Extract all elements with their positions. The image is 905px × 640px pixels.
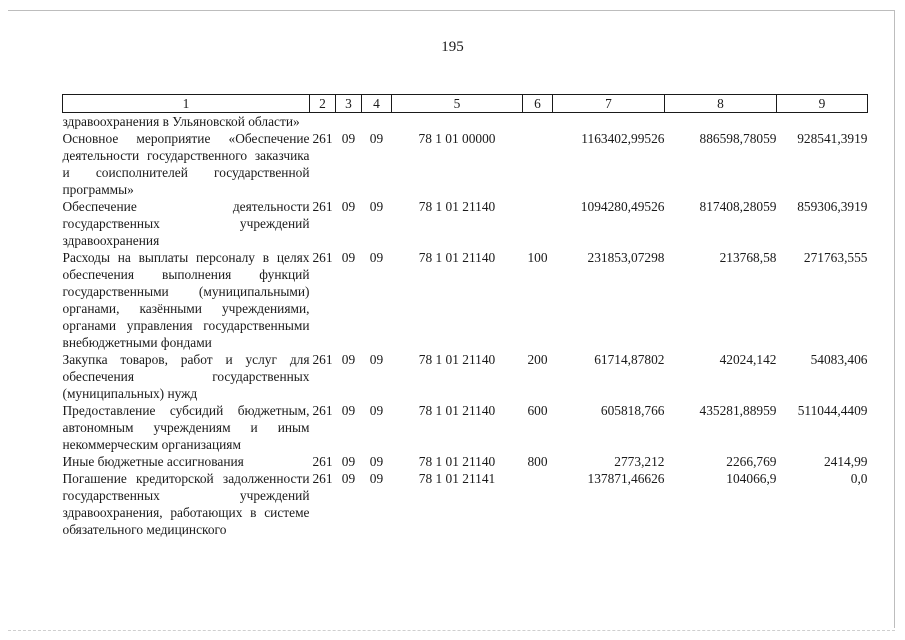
row-col-2: 261	[312, 131, 333, 146]
column-header: 6	[523, 95, 553, 113]
row-name: Основное мероприятие «Обеспечение деятельности государственного заказчика и соисполнителей государственной программы»	[62, 131, 310, 197]
row-col-4: 09	[369, 250, 384, 265]
row-col-6: 600	[527, 403, 548, 418]
row-col-9: 2414,99	[823, 454, 868, 469]
row-name: здравоохранения в Ульяновской области»	[62, 114, 300, 129]
row-col-5: 78 1 01 00000	[418, 131, 496, 146]
column-header: 5	[392, 95, 523, 113]
row-col-3: 09	[341, 131, 356, 146]
table-row	[63, 453, 868, 470]
row-col-3: 09	[341, 403, 356, 418]
row-name: Предоставление субсидий бюджетным, автономным учреждениям и иным некоммерческим организациям	[62, 403, 310, 452]
row-col-8: 213768,58	[719, 250, 777, 265]
table-row	[63, 198, 868, 249]
row-col-4: 09	[369, 471, 384, 486]
table-row	[63, 351, 868, 402]
column-header: 2	[310, 95, 336, 113]
row-name: Погашение кредиторской задолженности государственных учреждений здравоохранения, работающих в системе обязательного медицинского	[62, 471, 310, 537]
table-row	[63, 113, 868, 131]
row-col-6: 100	[527, 250, 548, 265]
row-name: Закупка товаров, работ и услуг для обеспечения государственных (муниципальных) нужд	[62, 352, 310, 401]
row-col-4: 09	[369, 454, 384, 469]
column-header: 4	[362, 95, 392, 113]
table-row	[63, 130, 868, 198]
row-col-2	[310, 113, 336, 131]
row-col-6	[523, 113, 553, 131]
row-col-6	[523, 198, 553, 249]
row-col-7: 231853,07298	[587, 250, 665, 265]
row-col-3	[336, 113, 362, 131]
row-col-2: 261	[312, 454, 333, 469]
row-col-7: 137871,46626	[587, 471, 665, 486]
column-header: 3	[336, 95, 362, 113]
row-col-8: 104066,9	[726, 471, 777, 486]
table-row	[63, 249, 868, 351]
row-col-9: 271763,555	[803, 250, 868, 265]
row-col-5: 78 1 01 21140	[418, 199, 496, 214]
row-col-8	[665, 113, 777, 131]
page-number: 195	[441, 39, 464, 55]
row-col-9: 54083,406	[810, 352, 868, 367]
row-col-7: 1163402,99526	[581, 131, 665, 146]
row-col-5: 78 1 01 21140	[418, 454, 496, 469]
row-col-8: 2266,769	[726, 454, 777, 469]
row-col-4	[362, 113, 392, 131]
row-col-2: 261	[312, 471, 333, 486]
row-col-2: 261	[312, 352, 333, 367]
row-col-9: 511044,4409	[797, 403, 868, 418]
row-col-4: 09	[369, 199, 384, 214]
table-row	[63, 402, 868, 453]
row-name: Обеспечение деятельности государственных учреждений здравоохранения	[62, 199, 310, 248]
row-col-9: 0,0	[850, 471, 868, 486]
row-name: Расходы на выплаты персоналу в целях обеспечения выполнения функций государственными (муниципальными) органами, казёнными учреждениями, органами управления государственными внебюджетными фондами	[62, 250, 310, 350]
column-header: 7	[553, 95, 665, 113]
row-col-5: 78 1 01 21140	[418, 250, 496, 265]
row-col-4: 09	[369, 352, 384, 367]
row-col-5: 78 1 01 21140	[418, 403, 496, 418]
row-col-2: 261	[312, 403, 333, 418]
row-col-8: 42024,142	[719, 352, 777, 367]
row-col-5: 78 1 01 21140	[418, 352, 496, 367]
row-col-8: 886598,78059	[699, 131, 777, 146]
column-header: 9	[777, 95, 868, 113]
table-header-row	[63, 95, 868, 113]
row-col-6	[523, 470, 553, 538]
row-name: Иные бюджетные ассигнования	[62, 454, 244, 469]
row-col-3: 09	[341, 250, 356, 265]
budget-table	[62, 94, 868, 538]
row-col-3: 09	[341, 352, 356, 367]
row-col-7: 605818,766	[600, 403, 665, 418]
row-col-8: 817408,28059	[699, 199, 777, 214]
row-col-9: 859306,3919	[797, 199, 868, 214]
row-col-2: 261	[312, 250, 333, 265]
table-row	[63, 470, 868, 538]
row-col-6: 800	[527, 454, 548, 469]
row-col-7: 61714,87802	[594, 352, 665, 367]
row-col-6	[523, 130, 553, 198]
row-col-3: 09	[341, 471, 356, 486]
row-col-7	[553, 113, 665, 131]
column-header: 1	[63, 95, 310, 113]
row-col-3: 09	[341, 454, 356, 469]
page-bottom-edge	[8, 630, 895, 631]
column-header: 8	[665, 95, 777, 113]
row-col-9: 928541,3919	[797, 131, 868, 146]
row-col-9	[777, 113, 868, 131]
row-col-4: 09	[369, 131, 384, 146]
row-col-7: 1094280,49526	[580, 199, 665, 214]
row-col-7: 2773,212	[614, 454, 665, 469]
row-col-3: 09	[341, 199, 356, 214]
row-col-6: 200	[527, 352, 548, 367]
row-col-2: 261	[312, 199, 333, 214]
row-col-5	[392, 113, 523, 131]
row-col-8: 435281,88959	[699, 403, 777, 418]
row-col-4: 09	[369, 403, 384, 418]
row-col-5: 78 1 01 21141	[418, 471, 496, 486]
